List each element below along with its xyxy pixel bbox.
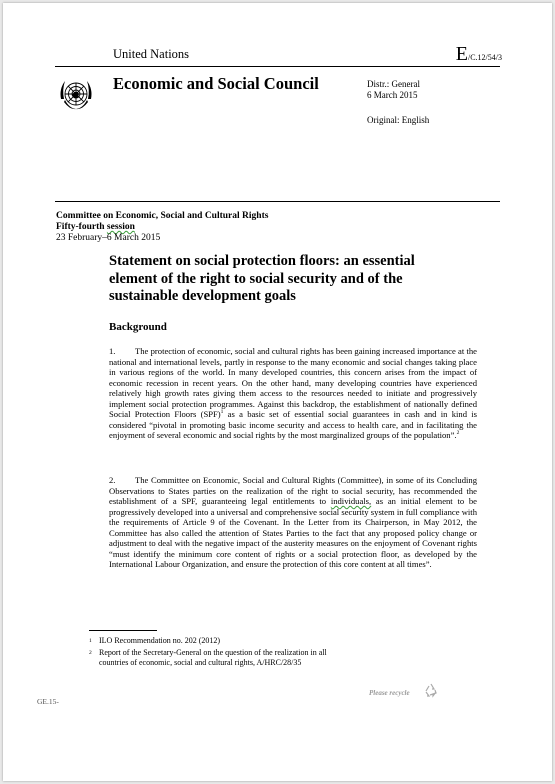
paragraph-1: [109, 346, 477, 441]
document-symbol: [456, 43, 502, 66]
issue-date: 6 March 2015: [367, 90, 418, 100]
footnote-1-mark: 1: [89, 638, 92, 644]
footnote-2-text: Report of the Secretary-General on the question of the realization in all countries of economic, social and cultural rights, A/HRC/28/35: [99, 648, 327, 667]
background-heading: Background: [109, 321, 167, 333]
document-symbol-letter: E: [455, 43, 468, 65]
session-word: session: [106, 222, 135, 232]
footnote-separator: [89, 630, 157, 631]
document-symbol-code: /C.12/54/3: [467, 53, 502, 62]
committee-block: [56, 211, 268, 244]
paragraph-1-number: 1.: [109, 346, 116, 356]
document-job-code: GE.15-: [37, 697, 59, 706]
paragraph-1-text-a: The protection of economic, social and cultural rights has been gaining increased importance at the national and international levels, partly in response to the many economic and social changes taking place in various regions of the world. In many developed countries, this concern arises from the impact of economic recession in recent years. On the other hand, many developing countries have experienced relatively high growth rates giving them access to the resources needed to initiate and progressively implement social protection programmes. Against this backdrop, the establishment of nationally defined Social Protection Floors (SPF): [109, 346, 477, 420]
footnote-2: [89, 648, 349, 668]
spellcheck-flagged-word: individuals,: [330, 496, 372, 507]
paragraph-2-text-a: The Committee on Economic, Social and Cultural Rights (Committee), in some of its Concluding Observations to States parties on the realization of the right to social security, has recommended the establishment of a SPF, guaranteeing legal entitlements to: [109, 475, 477, 507]
masthead-bottom-rule: [55, 201, 500, 202]
recycle-label: Please recycle: [369, 689, 410, 697]
header-rule: [55, 66, 500, 67]
distribution-type: Distr.: General: [367, 79, 420, 89]
footnote-1: [89, 636, 349, 646]
footnote-ref-1[interactable]: 1: [220, 409, 224, 416]
council-name: Economic and Social Council: [113, 74, 319, 93]
paragraph-1-text-b: as a basic set of essential social guarantees in cash and in kind is considered “pivotal in promoting basic income security and access to health care, and in facilitating the enjoyment of several economic and social rights by the most marginalized groups of the population”.: [109, 409, 477, 441]
committee-name: Committee on Economic, Social and Cultural Rights: [56, 211, 269, 221]
original-language: Original: English: [367, 115, 430, 125]
paragraph-2-number: 2.: [109, 475, 116, 485]
organization-name: United Nations: [113, 47, 190, 61]
session-dates: 23 February–6 March 2015: [56, 233, 161, 243]
un-emblem-icon: [56, 75, 96, 115]
recycle-icon: [423, 682, 439, 698]
paragraph-2-text-b: as an initial element to be progressively developed into a universal and comprehensive social security system in full compliance with the requirements of Article 9 of the Covenant. In the Letter from its Chairperson, in May 2012, the Committee has also called the attention of States Parties to the fact that any proposed policy change or adjustment to deal with the negative impact of the austerity measures on the enjoyment of Covenant rights “must identify the minimum core content of rights or a social protection floor, as developed by the International Labour Organization, and ensure the protection of this core content at all times”.: [109, 496, 477, 570]
distribution-info: [367, 79, 429, 126]
document-page: [3, 3, 552, 781]
footnote-1-text: ILO Recommendation no. 202 (2012): [99, 636, 221, 645]
paragraph-2: [109, 475, 477, 570]
document-title: Statement on social protection floors: an essential element of the right to social security and of the sustainable development goals: [109, 253, 415, 304]
footnote-ref-2[interactable]: 2: [456, 430, 460, 437]
session-number: Fifty-fourth: [56, 222, 107, 232]
session-line: [56, 222, 268, 233]
footnote-2-mark: 2: [89, 650, 92, 656]
